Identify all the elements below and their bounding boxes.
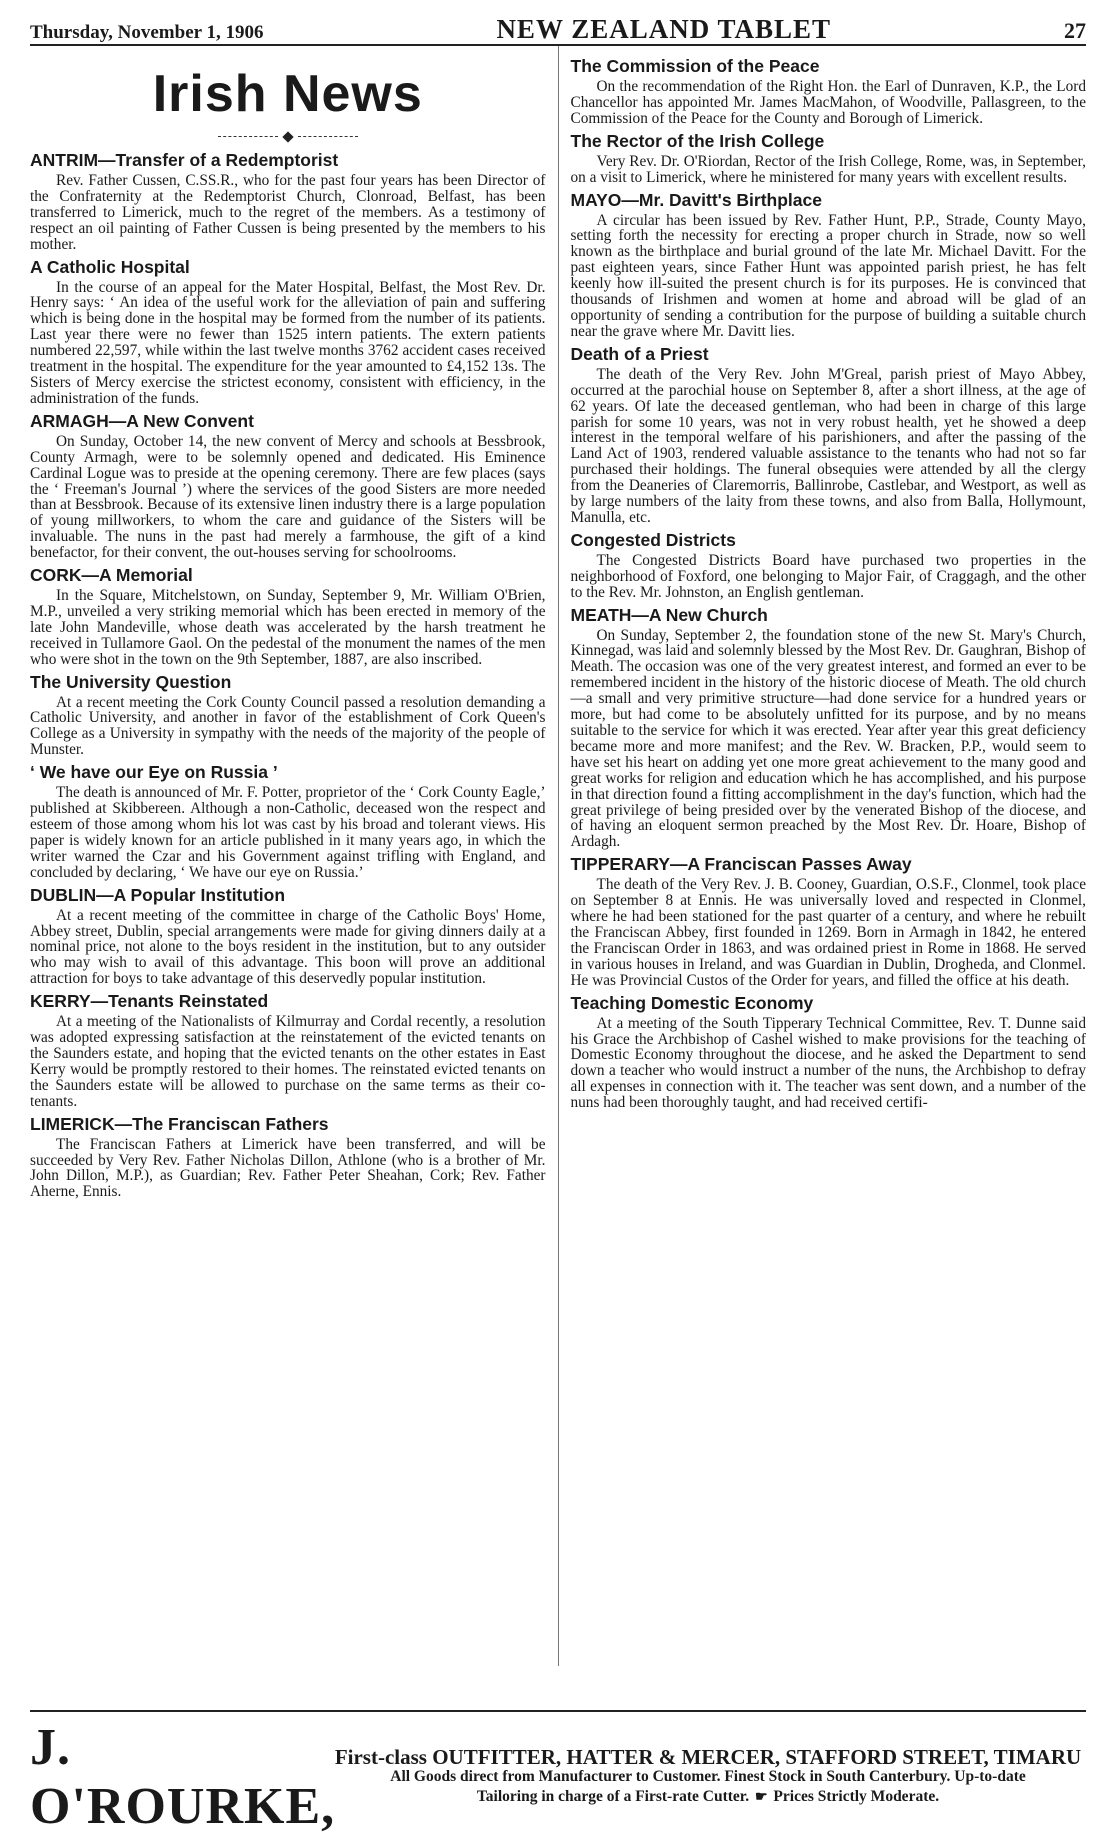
article-body: At a meeting of the Nationalists of Kilmurray and Cordal recently, a resolution was adopted expressing satisfaction at the reinstatement of the evicted tenants on the Saunders estate, and hoping that the evicted tenants on the other estates in East Kerry would be promptly restored to their homes. The reinstated evicted tenants on the Saunders estate will be allowed to purchase on the same terms as their co-tenants. [30, 1013, 546, 1110]
advert-line-3b: Prices Strictly Moderate. [773, 1787, 940, 1805]
page-header [30, 14, 1086, 46]
article-heading: LIMERICK—The Franciscan Fathers [30, 1113, 329, 1134]
article-heading: Teaching Domestic Economy [570, 992, 814, 1013]
section-title-block [30, 64, 546, 142]
article [30, 150, 546, 253]
article-body: At a recent meeting the Cork County Council passed a resolution demanding a Catholic University, and another in favor of the establishment of Cork Queen's College as a University in sympathy with the needs of the majority of the people of Munster. [30, 693, 546, 759]
article [30, 991, 546, 1109]
article-body: On the recommendation of the Right Hon. the Earl of Dunraven, K.P., the Lord Chancellor has appointed Mr. James MacMahon, of Woodville, Pallasgreen, to the Commission of the Peace for the County and Borough of Limerick. [570, 78, 1086, 127]
article-heading: ARMAGH—A New Convent [30, 410, 254, 431]
article [571, 131, 1087, 186]
article-heading: Congested Districts [570, 529, 736, 550]
article-body: The Congested Districts Board have purchased two properties in the neighborhood of Foxford, one belonging to Major Fair, of Craggagh, and the other to the Rev. Mr. Johnston, an English gentleman. [570, 551, 1086, 601]
article [571, 854, 1087, 988]
advertisement [30, 1710, 1086, 1836]
article-body: The death of the Very Rev. J. B. Cooney, Guardian, O.S.F., Clonmel, took place on September 8 at Ennis. He was universally loved and respected in Clonmel, where he had been stationed for the past quarter of a century, and where he rebuilt the Franciscan Abbey, first founded in 1269. Born in Armagh in 1842, he entered the Franciscan Order in 1863, and was ordained priest in Rome in 1868. He served in various houses in Ireland, and was Guardian in Dublin, Drogheda, and Clonmel. He was Provincial Custos of the Order for years, and filled the office at his death. [570, 876, 1086, 989]
advertiser-name: J. O'ROURKE, [30, 1719, 336, 1835]
article-body: The death is announced of Mr. F. Potter, proprietor of the ‘ Cork County Eagle,’ published at Skibbereen. Although a non-Catholic, deceased won the respect and esteem of those among whom his lot was cast by his broad and tolerant views. His paper is widely known for an article published in it many years ago, in which the writer warned the Czar and his Government against trifling with England, and concluded by declaring, ‘ We have our eye on Russia.’ [30, 784, 546, 881]
article [571, 344, 1087, 526]
article [571, 190, 1087, 340]
article [571, 993, 1087, 1111]
article-heading: The Rector of the Irish College [570, 130, 825, 151]
article-heading: Death of a Priest [570, 343, 709, 364]
article-heading: The Commission of the Peace [570, 56, 820, 76]
article-heading: The University Question [30, 671, 232, 692]
article-body: At a recent meeting of the committee in charge of the Catholic Boys' Home, Abbey street, Dublin, special arrangements were made for giving dinners daily at a nominal price, not alone to the boys resident in the institution, but to any outsider who may wish to avail of this advantage. This boon will prove an additional attraction for boys to take advantage of this deservedly popular institution. [30, 906, 546, 988]
article-heading: MAYO—Mr. Davitt's Birthplace [570, 189, 822, 210]
pointing-hand-icon: ☛ [754, 1789, 768, 1805]
article-body: In the Square, Mitchelstown, on Sunday, September 9, Mr. William O'Brien, M.P., unveiled a very striking memorial which has been erected in memory of the late John Mandeville, whose death was accelerated by the harsh treatment he received in Tullamore Gaol. On the pedestal of the monument the names of the men who were shot in the town on the 9th September, 1887, are also inscribed. [30, 587, 546, 668]
article-body: The death of the Very Rev. John M'Greal, parish priest of Mayo Abbey, occurred at the parochial house on September 8, after a short illness, at the age of 62 years. Of late the deceased gentleman, who had been in charge of this large parish for some 10 years, was not in very robust health, yet he showed a deep interest in the temporal welfare of his parishioners, and after the passing of the Land Act of 1903, rendered valuable assistance to the tenants who had not so far purchased their holdings. The funeral obsequies were attended by all the clergy from the Deaneries of Claremorris, Ballinrobe, Castlebar, and Westport, as well as by large numbers of the laity from these towns, and also from Balla, Hollymount, Manulla, etc. [570, 365, 1086, 526]
paper-title: NEW ZEALAND TABLET [496, 14, 832, 44]
page-number: 27 [1063, 18, 1086, 43]
article-heading: A Catholic Hospital [30, 256, 190, 277]
article [30, 762, 546, 880]
issue-date: Thursday, November 1, 1906 [30, 22, 264, 43]
article-heading: ANTRIM—Transfer of a Redemptorist [30, 150, 339, 170]
article-heading: TIPPERARY—A Franciscan Passes Away [570, 854, 912, 875]
advert-line-3 [330, 1787, 1086, 1808]
article-body: The Franciscan Fathers at Limerick have been transferred, and will be succeeded by Very Rev. Father Nicholas Dillon, Athlone (who is a brother of Mr. John Dillon, M.P.), as Guardian; Rev. Father Peter Sheahan, Cork; Rev. Father Aherne, Ennis. [30, 1135, 546, 1201]
article-body: On Sunday, September 2, the foundation stone of the new St. Mary's Church, Kinnegad, was laid and solemnly blessed by the Most Rev. Dr. Gaughran, Bishop of Meath. The occasion was one of the very greatest interest, and formed an ever to be remembered incident in the history of the historic diocese of Meath. The old church—a small and very primitive structure—had done service for a hundred years or more, but had come to be absolutely unfitted for its purpose, and by no means suitable to the service for which it was erected. Year after year this great deficiency became more and more manifest; and the Rev. W. Bracken, P.P., would seem to have set his heart on adding yet one more great achievement to the many good and great works for religion and education which he has accomplished, and his purpose in that direction found a fitting accomplishment in the day's function, which had the great privilege of being presided over by the venerated Bishop of the diocese, and of having an eloquent sermon preached by the Most Rev. Dr. Hoare, Bishop of Ardagh. [570, 626, 1086, 851]
right-column [559, 46, 1087, 1666]
article [30, 257, 546, 407]
article-body: At a meeting of the South Tipperary Technical Committee, Rev. T. Dunne said his Grace the Archbishop of Cashel wished to make provisions for the teaching of Domestic Economy throughout the diocese, and he asked the Department to send down a teacher who would instruct a number of the nuns, the Archbishop to defray all expenses in connection with it. The teacher was sent down, and a number of the nuns had been thoroughly taught, and had received certifi- [570, 1014, 1086, 1112]
advert-line-2: All Goods direct from Manufacturer to Customer. Finest Stock in South Canterbury. Up-to-date [390, 1767, 1026, 1785]
advert-line-3a: Tailoring in charge of a First-rate Cutter. [476, 1787, 750, 1805]
article-body: A circular has been issued by Rev. Father Hunt, P.P., Strade, County Mayo, setting forth the necessity for erecting a proper church in Strade, now so well known as the birthplace and burial ground of the late Mr. Michael Davitt. For the past eighteen years, since Father Hunt was appointed parish priest, he has felt keenly how ill-suited the present church is for its purposes. He is convinced that thousands of Irishmen and women at home and abroad will be glad of an opportunity of sending a contribution for the purpose of building a suitable church near the grave where Mr. Davitt lies. [570, 211, 1086, 340]
article [571, 530, 1087, 601]
columns [30, 46, 1086, 1666]
article [30, 672, 546, 759]
article-heading: DUBLIN—A Popular Institution [30, 884, 286, 905]
article-body: Rev. Father Cussen, C.SS.R., who for the past four years has been Director of the Confraternity at the Redemptorist Church, Clonroad, Belfast, has been transferred to Limerick, much to the regret of the members. As a testimony of respect an oil painting of Father Cussen is being presented by the members to his mother. [30, 172, 546, 253]
ornament-divider [218, 133, 358, 141]
article-body: In the course of an appeal for the Mater Hospital, Belfast, the Most Rev. Dr. Henry says: ‘ An idea of the useful work for the alleviation of pain and suffering which is being done in the hospital may be formed from the number of its patients. Last year there were no fewer than 1525 intern patients. The extern patients numbered 22,597, while within the last twelve months 3762 accident cases received treatment in the hospital. The expenditure for the year amounted to £4,152 13s. The Sisters of Mercy exercise the strictest economy, consistent with efficiency, in the administration of the funds. [30, 278, 546, 407]
article [30, 1114, 546, 1201]
article [30, 411, 546, 561]
article-heading: KERRY—Tenants Reinstated [30, 991, 269, 1012]
advert-line-1: First-class OUTFITTER, HATTER & MERCER, STAFFORD STREET, TIMARU [334, 1744, 1082, 1769]
left-column [30, 46, 559, 1666]
article-heading: MEATH—A New Church [570, 604, 768, 625]
article [571, 56, 1087, 127]
article-body: On Sunday, October 14, the new convent of Mercy and schools at Bessbrook, County Armagh, were to be solemnly opened and dedicated. His Eminence Cardinal Logue was to preside at the opening ceremony. There are few places (says the ‘ Freeman's Journal ’) where the services of the good Sisters are more needed than at Bessbrook. Because of its extensive linen industry there is a large population of young millworkers, to whom the care and guidance of the Sisters will be invaluable. The nuns in the past had merely a farmhouse, the gift of a kind benefactor, for their convent, the out-houses serving for schoolrooms. [30, 432, 546, 562]
article-heading: CORK—A Memorial [30, 565, 193, 586]
article [571, 605, 1087, 851]
article-heading: ‘ We have our Eye on Russia ’ [30, 762, 278, 783]
article-body: Very Rev. Dr. O'Riordan, Rector of the Irish College, Rome, was, in September, on a visit to Limerick, where he ministered for many years with excellent results. [570, 152, 1086, 186]
diamond-icon [282, 131, 293, 142]
advert-text [330, 1744, 1086, 1808]
article [30, 885, 546, 988]
article [30, 565, 546, 668]
section-title: Irish News [152, 65, 423, 123]
